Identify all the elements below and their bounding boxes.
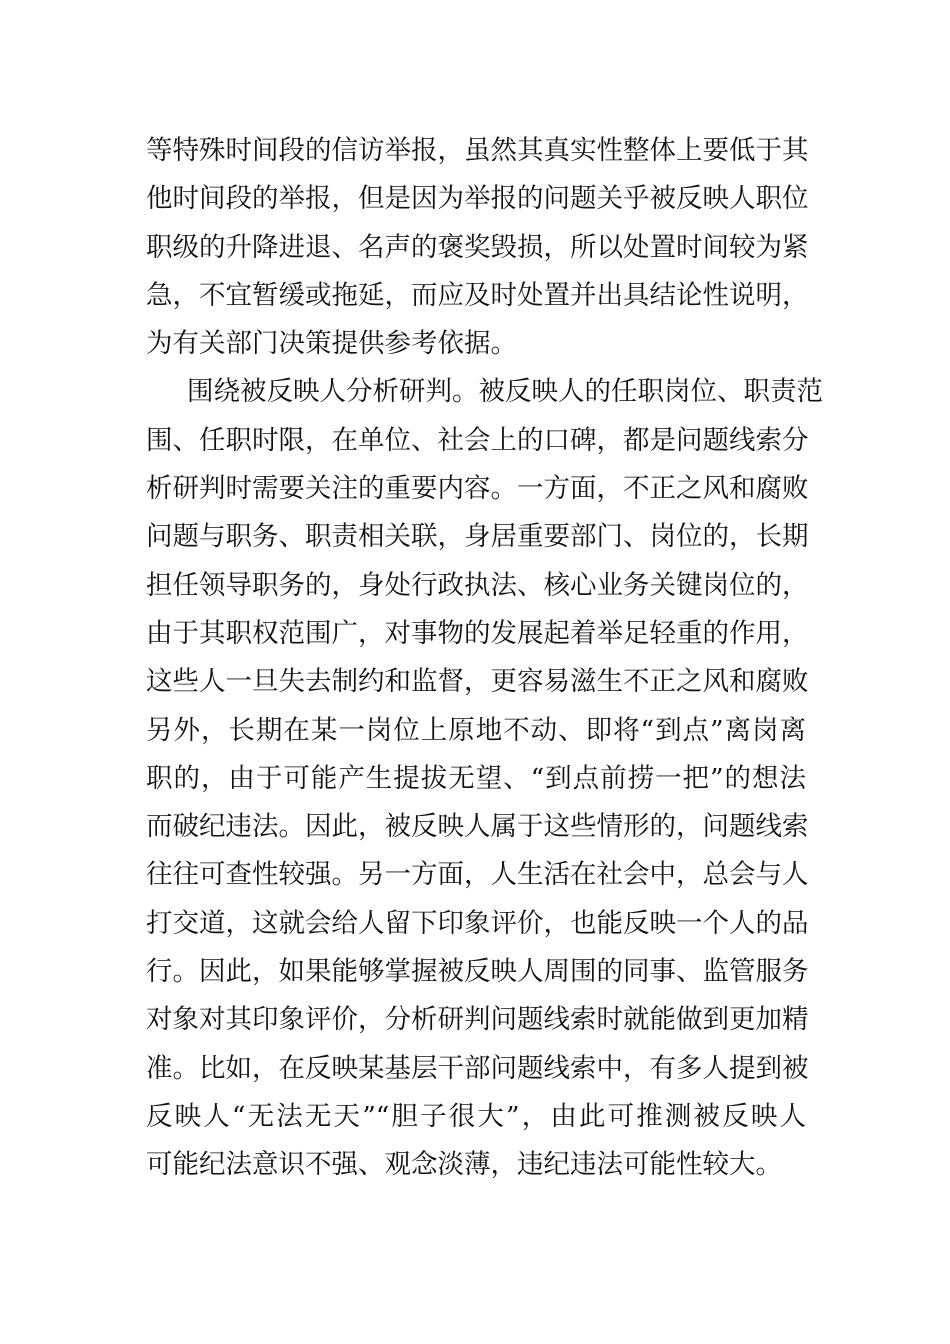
- text-line: 行。因此，如果能够掌握被反映人周围的同事、监管服务: [146, 956, 809, 988]
- paragraph: [146, 127, 809, 368]
- text-line: 急，不宜暂缓或拖延，而应及时处置并出具结论性说明，: [146, 279, 809, 311]
- text-line: 职的，由于可能产生提拔无望、“到点前捞一把”的想法: [146, 762, 806, 794]
- text-line: 打交道，这就会给人留下印象评价，也能反映一个人的品: [146, 907, 809, 939]
- text-line: 围、任职时限，在单位、社会上的口碑，都是问题线索分: [146, 424, 809, 456]
- document-body: [146, 127, 823, 1190]
- text-line: 准。比如，在反映某基层干部问题线索中，有多人提到被: [146, 1052, 809, 1084]
- text-line: 围绕被反映人分析研判。被反映人的任职岗位、职责范: [187, 376, 823, 408]
- text-line: 对象对其印象评价，分析研判问题线索时就能做到更加精: [146, 1004, 809, 1036]
- text-line: 问题与职务、职责相关联，身居重要部门、岗位的，长期: [146, 521, 809, 553]
- text-line: 可能纪法意识不强、观念淡薄，违纪违法可能性较大。: [146, 1149, 782, 1181]
- paragraph: [146, 368, 823, 1189]
- text-line: 反映人“无法无天”“胆子很大”，由此可推测被反映人: [146, 1100, 806, 1132]
- text-line: 而破纪违法。因此，被反映人属于这些情形的，问题线索: [146, 811, 809, 843]
- text-line: 担任领导职务的，身处行政执法、核心业务关键岗位的，: [146, 569, 809, 601]
- text-line: 往往可查性较强。另一方面，人生活在社会中，总会与人: [146, 859, 809, 891]
- text-line: 为有关部门决策提供参考依据。: [146, 328, 517, 360]
- text-line: 这些人一旦失去制约和监督，更容易滋生不正之风和腐败: [146, 666, 809, 698]
- text-line: 由于其职权范围广，对事物的发展起着举足轻重的作用，: [146, 617, 809, 649]
- text-line: 等特殊时间段的信访举报，虽然其真实性整体上要低于其: [146, 135, 809, 166]
- text-line: 职级的升降进退、名声的褒奖毁损，所以处置时间较为紧: [146, 231, 809, 263]
- text-line: 析研判时需要关注的重要内容。一方面，不正之风和腐败: [146, 473, 809, 505]
- text-line: 另外，长期在某一岗位上原地不动、即将“到点”离岗离: [146, 714, 806, 746]
- text-line: 他时间段的举报，但是因为举报的问题关乎被反映人职位: [146, 183, 809, 215]
